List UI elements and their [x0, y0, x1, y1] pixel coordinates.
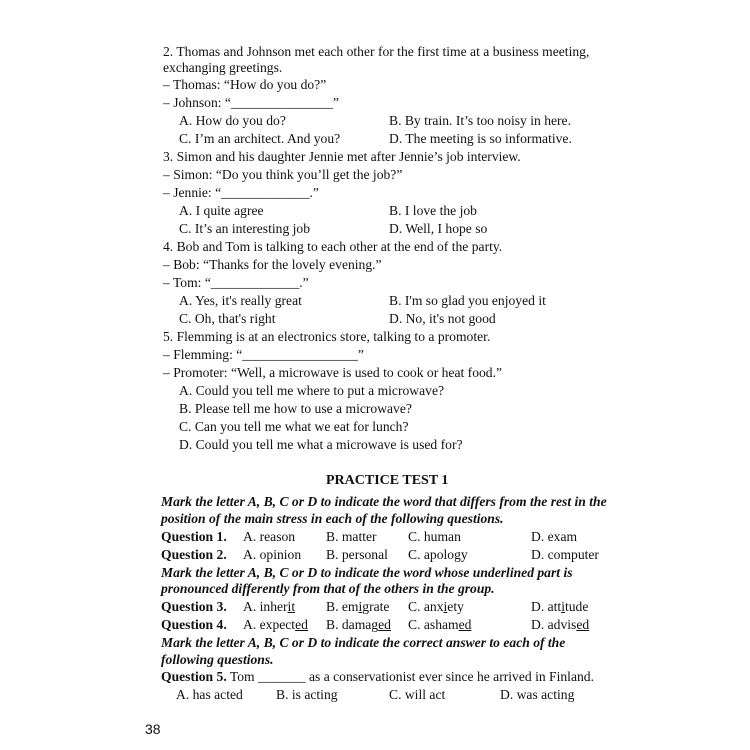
dialogue-2-line-thomas: – Thomas: “How do you do?” — [163, 77, 327, 92]
q2-option-a: A. opinion — [243, 547, 302, 562]
q1-option-d: D. exam — [531, 529, 578, 544]
dialogue-3-line-simon: – Simon: “Do you think you’ll get the job?” — [163, 167, 403, 182]
option-d: D. The meeting is so informative. — [389, 131, 572, 146]
option-d: D. Well, I hope so — [389, 221, 488, 236]
q5-option-c: C. will act — [389, 687, 446, 702]
instruction-1-line-2: position of the main stress in each of the following questions. — [161, 511, 504, 526]
option-a: A. I quite agree — [179, 203, 264, 218]
option-c: C. It’s an interesting job — [179, 221, 311, 236]
q3-option-c: C. anxiety — [408, 599, 464, 614]
option-d: D. Could you tell me what a microwave is used for? — [179, 437, 463, 452]
q4-option-c: C. ashamed — [408, 617, 472, 632]
instruction-3-line-1: Mark the letter A, B, C or D to indicate the correct answer to each of the — [161, 635, 566, 650]
option-d: D. No, it's not good — [389, 311, 496, 326]
question-4-label: Question 4. — [161, 617, 227, 632]
q2-option-d: D. computer — [531, 547, 599, 562]
question-2-label: Question 2. — [161, 547, 227, 562]
q2-option-c: C. apology — [408, 547, 468, 562]
q3-option-b: B. emigrate — [326, 599, 390, 614]
answer-blank: _____________ — [210, 275, 300, 290]
option-c: C. Can you tell me what we eat for lunch? — [179, 419, 409, 434]
instruction-2-line-1: Mark the letter A, B, C or D to indicate the word whose underlined part is — [161, 565, 573, 580]
dialogue-5-line-flemming: – Flemming: “_________________” — [163, 347, 364, 362]
option-c: C. Oh, that's right — [179, 311, 276, 326]
option-a: A. How do you do? — [179, 113, 286, 128]
section-title: PRACTICE TEST 1 — [326, 473, 449, 488]
q5-option-a: A. has acted — [176, 687, 243, 702]
dialogue-2-prompt-cont: exchanging greetings. — [163, 60, 283, 75]
dialogue-3-line-jennie: – Jennie: “_____________.” — [163, 185, 319, 200]
answer-blank: _________________ — [242, 347, 358, 362]
question-1-label: Question 1. — [161, 529, 227, 544]
q3-option-d: D. attitude — [531, 599, 589, 614]
q2-option-b: B. personal — [326, 547, 388, 562]
q4-option-b: B. damaged — [326, 617, 391, 632]
option-b: B. I'm so glad you enjoyed it — [389, 293, 546, 308]
dialogue-5-prompt: 5. Flemming is at an electronics store, talking to a promoter. — [163, 329, 491, 344]
q1-option-a: A. reason — [243, 529, 296, 544]
option-b: B. I love the job — [389, 203, 477, 218]
option-b: B. Please tell me how to use a microwave? — [179, 401, 412, 416]
q4-option-a: A. expected — [243, 617, 308, 632]
dialogue-2-prompt: 2. Thomas and Johnson met each other for the first time at a business meeting, — [163, 44, 590, 59]
page-number: 38 — [145, 721, 161, 737]
answer-blank: _______ — [258, 669, 306, 684]
answer-blank: _______________ — [230, 95, 333, 110]
dialogue-2-line-johnson: – Johnson: “_______________” — [163, 95, 339, 110]
dialogue-4-line-tom: – Tom: “_____________.” — [163, 275, 309, 290]
option-a: A. Could you tell me where to put a microwave? — [179, 383, 445, 398]
q5-option-d: D. was acting — [500, 687, 575, 702]
q4-option-d: D. advised — [531, 617, 590, 632]
q3-option-a: A. inherit — [243, 599, 296, 614]
question-5: Question 5. Tom _______ as a conservationist ever since he arrived in Finland. — [161, 669, 594, 684]
dialogue-3-prompt: 3. Simon and his daughter Jennie met after Jennie’s job interview. — [163, 149, 521, 164]
option-b: B. By train. It’s too noisy in here. — [389, 113, 571, 128]
instruction-1-line-1: Mark the letter A, B, C or D to indicate the word that differs from the rest in the — [161, 494, 607, 509]
dialogue-5-line-promoter: – Promoter: “Well, a microwave is used to cook or heat food.” — [163, 365, 503, 380]
dialogue-4-line-bob: – Bob: “Thanks for the lovely evening.” — [163, 257, 382, 272]
option-a: A. Yes, it's really great — [179, 293, 302, 308]
option-c: C. I’m an architect. And you? — [179, 131, 341, 146]
instruction-3-line-2: following questions. — [161, 652, 274, 667]
answer-blank: _____________ — [221, 185, 310, 200]
q5-option-b: B. is acting — [276, 687, 338, 702]
q1-option-c: C. human — [408, 529, 461, 544]
instruction-2-line-2: pronounced differently from that of the others in the group. — [161, 581, 495, 596]
question-3-label: Question 3. — [161, 599, 227, 614]
q1-option-b: B. matter — [326, 529, 377, 544]
dialogue-4-prompt: 4. Bob and Tom is talking to each other at the end of the party. — [163, 239, 503, 254]
